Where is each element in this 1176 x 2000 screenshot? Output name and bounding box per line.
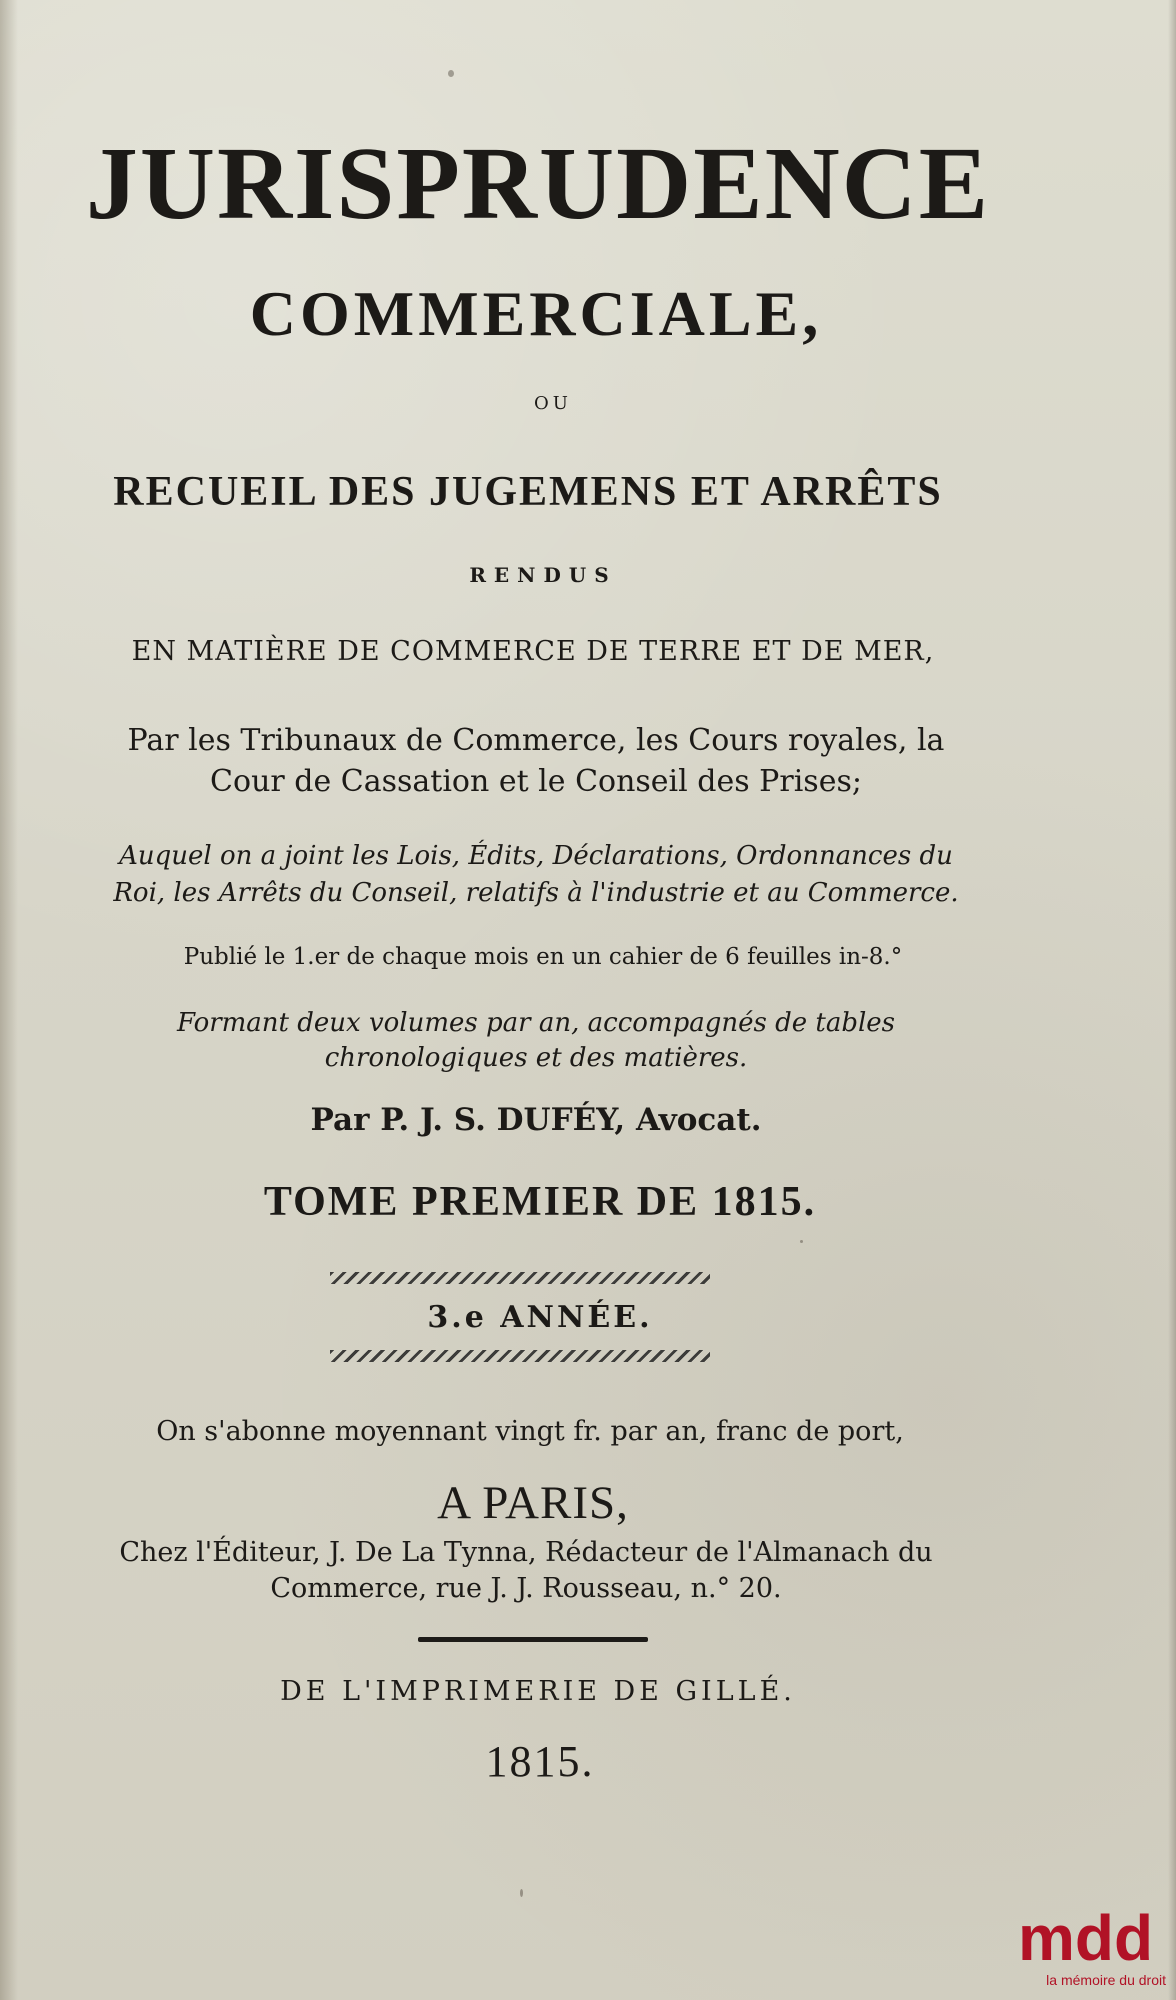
laws-paragraph: Auquel on a joint les Lois, Édits, Déclarations, Ordonnances du Roi, les Arrêts du Conseil, relatifs à l'industrie et au Commerce. <box>113 841 959 909</box>
ink-speck <box>520 1889 523 1897</box>
ink-speck <box>448 70 454 77</box>
conjunction-ou: OU <box>534 393 572 414</box>
page-edge-shadow <box>1168 0 1176 2000</box>
rendus-line: RENDUS <box>469 563 617 587</box>
mdd-logo-icon <box>1016 1902 1166 1970</box>
decorative-rule-top <box>330 1272 710 1284</box>
place-line: A PARIS, <box>437 1477 629 1529</box>
volume-title: TOME PREMIER DE 1815. <box>263 1179 817 1225</box>
matiere-line: EN MATIÈRE DE COMMERCE DE TERRE ET DE MER, <box>131 636 935 667</box>
volumes-note: Formant deux volumes par an, accompagnés de tables chronologiques et des matières. <box>176 1008 896 1074</box>
ink-speck <box>800 1240 803 1243</box>
author-line: Par P. J. S. DUFÉY, Avocat. <box>310 1102 762 1138</box>
mdd-logo-caption: la mémoire du droit <box>1046 1972 1166 1988</box>
publisher-line: Chez l'Éditeur, J. De La Tynna, Rédacteur de l'Almanach du Commerce, rue J. J. Rousseau, n.° 20. <box>119 1537 933 1604</box>
main-title: JURISPRUDENCE <box>85 126 991 241</box>
publication-year: 1815. <box>485 1737 595 1786</box>
separator-rule <box>418 1637 648 1642</box>
printer-line: DE L'IMPRIMERIE DE GILLÉ. <box>280 1676 796 1707</box>
subscription-line: On s'abonne moyennant vingt fr. par an, franc de port, <box>156 1416 904 1447</box>
tribunals-paragraph: Par les Tribunaux de Commerce, les Cours royales, la Cour de Cassation et le Conseil des Prises; <box>127 723 945 800</box>
svg-text:mdd: mdd <box>1018 1902 1154 1970</box>
mdd-logo <box>1016 1902 1166 1992</box>
recueil-line: RECUEIL DES JUGEMENS ET ARRÊTS <box>113 469 943 515</box>
year-edition: 3.e ANNÉE. <box>427 1300 653 1335</box>
publication-note: Publié le 1.er de chaque mois en un cahier de 6 feuilles in-8.° <box>183 944 903 970</box>
decorative-rule-bottom <box>330 1350 710 1362</box>
subtitle: COMMERCIALE, <box>249 278 823 349</box>
